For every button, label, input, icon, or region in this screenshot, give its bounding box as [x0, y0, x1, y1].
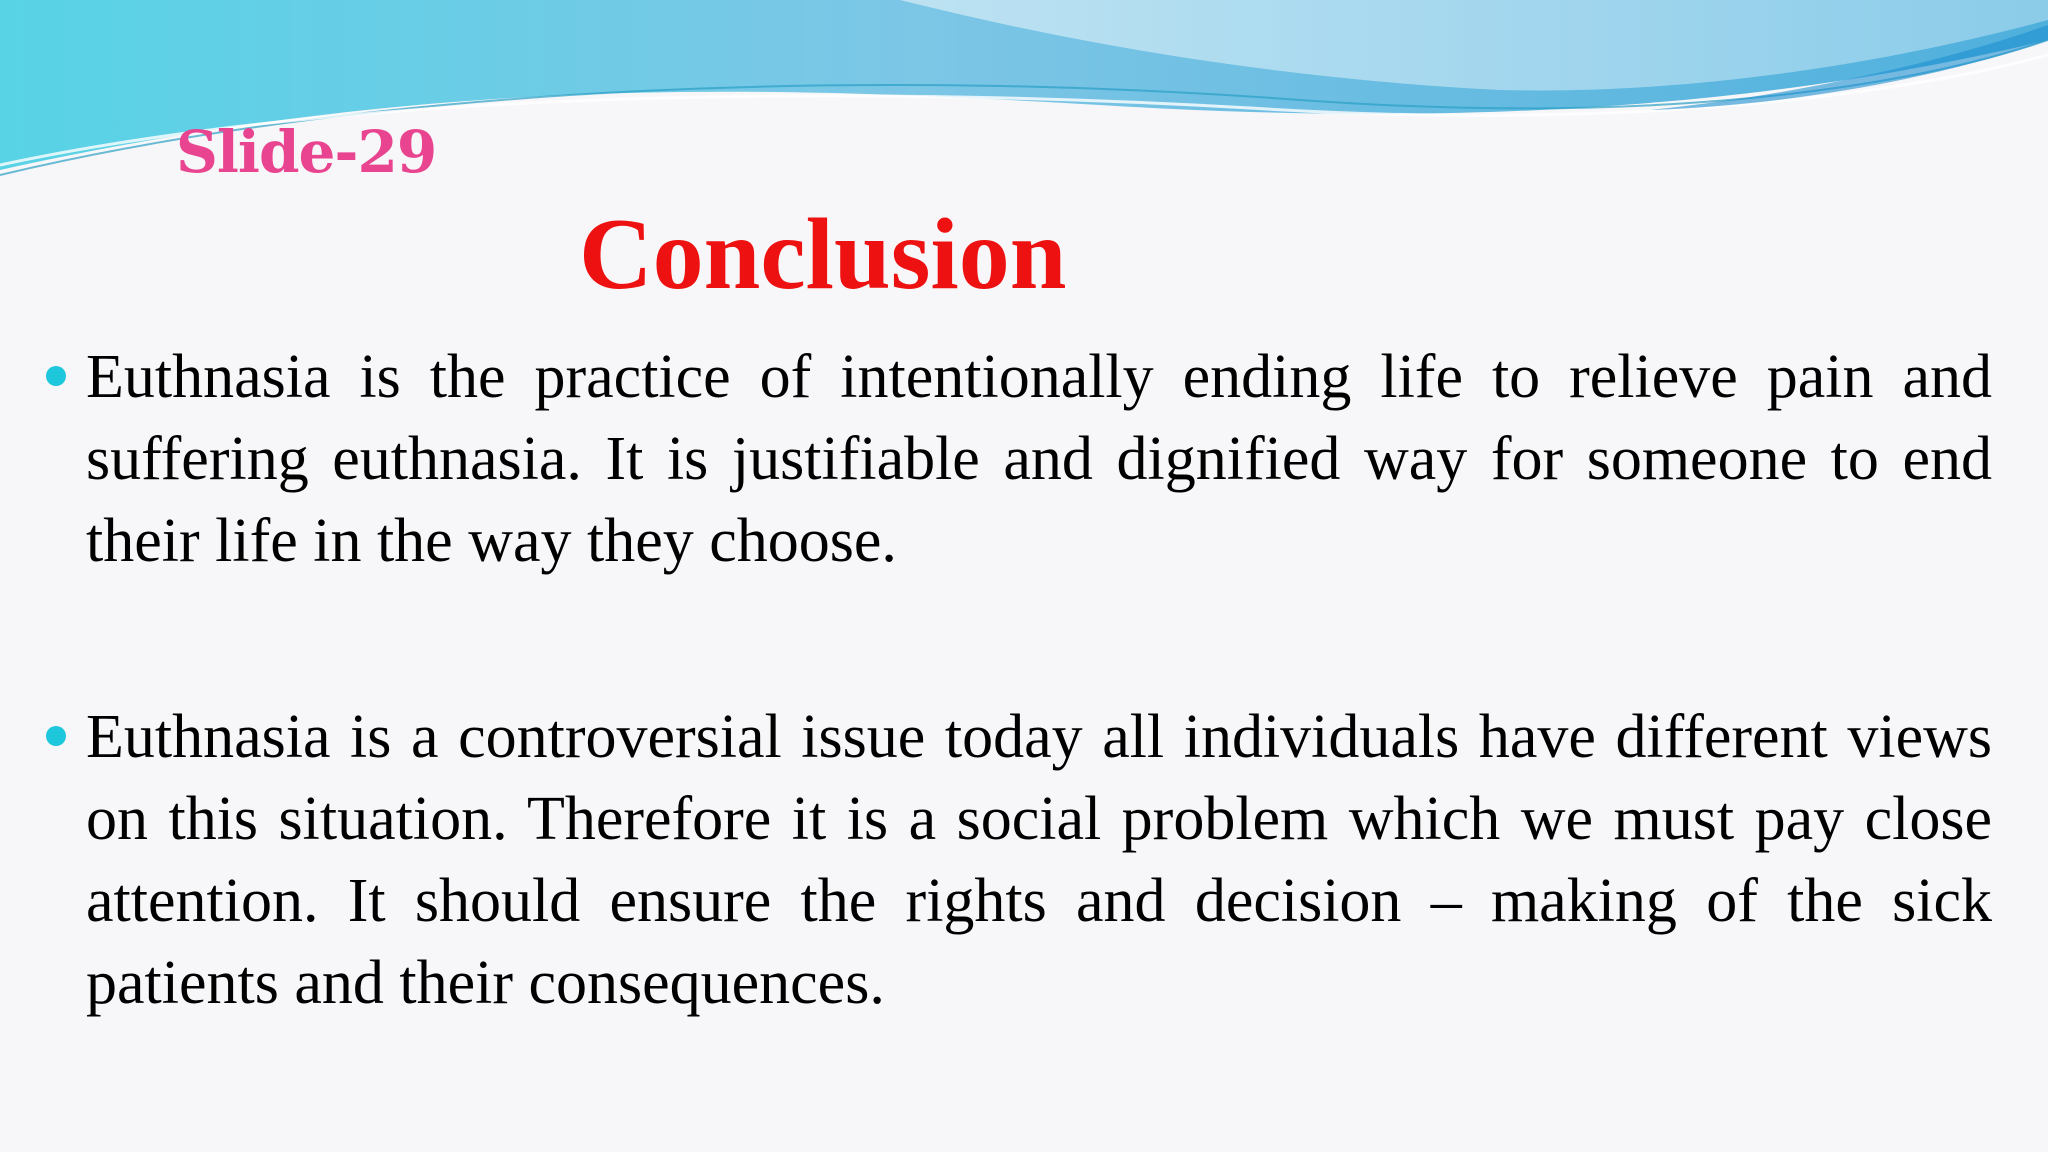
bullet-marker-icon — [46, 366, 66, 386]
bullet-text-2: Euthnasia is a controversial issue today all individuals have different views on this situation. Therefore it is a social problem which we must pay close attention. It should ensure the rights and decision – making of the sick patients and their consequences. — [86, 703, 1992, 1017]
slide-number-label: Slide-29 — [176, 118, 437, 186]
bullet-marker-icon — [46, 726, 66, 746]
bullet-text-1: Euthnasia is the practice of intentionally ending life to relieve pain and suffering euthnasia. It is justifiable and dignified way for someone to end their life in the way they choose. — [86, 343, 1992, 575]
slide-title: Conclusion — [579, 198, 1067, 311]
